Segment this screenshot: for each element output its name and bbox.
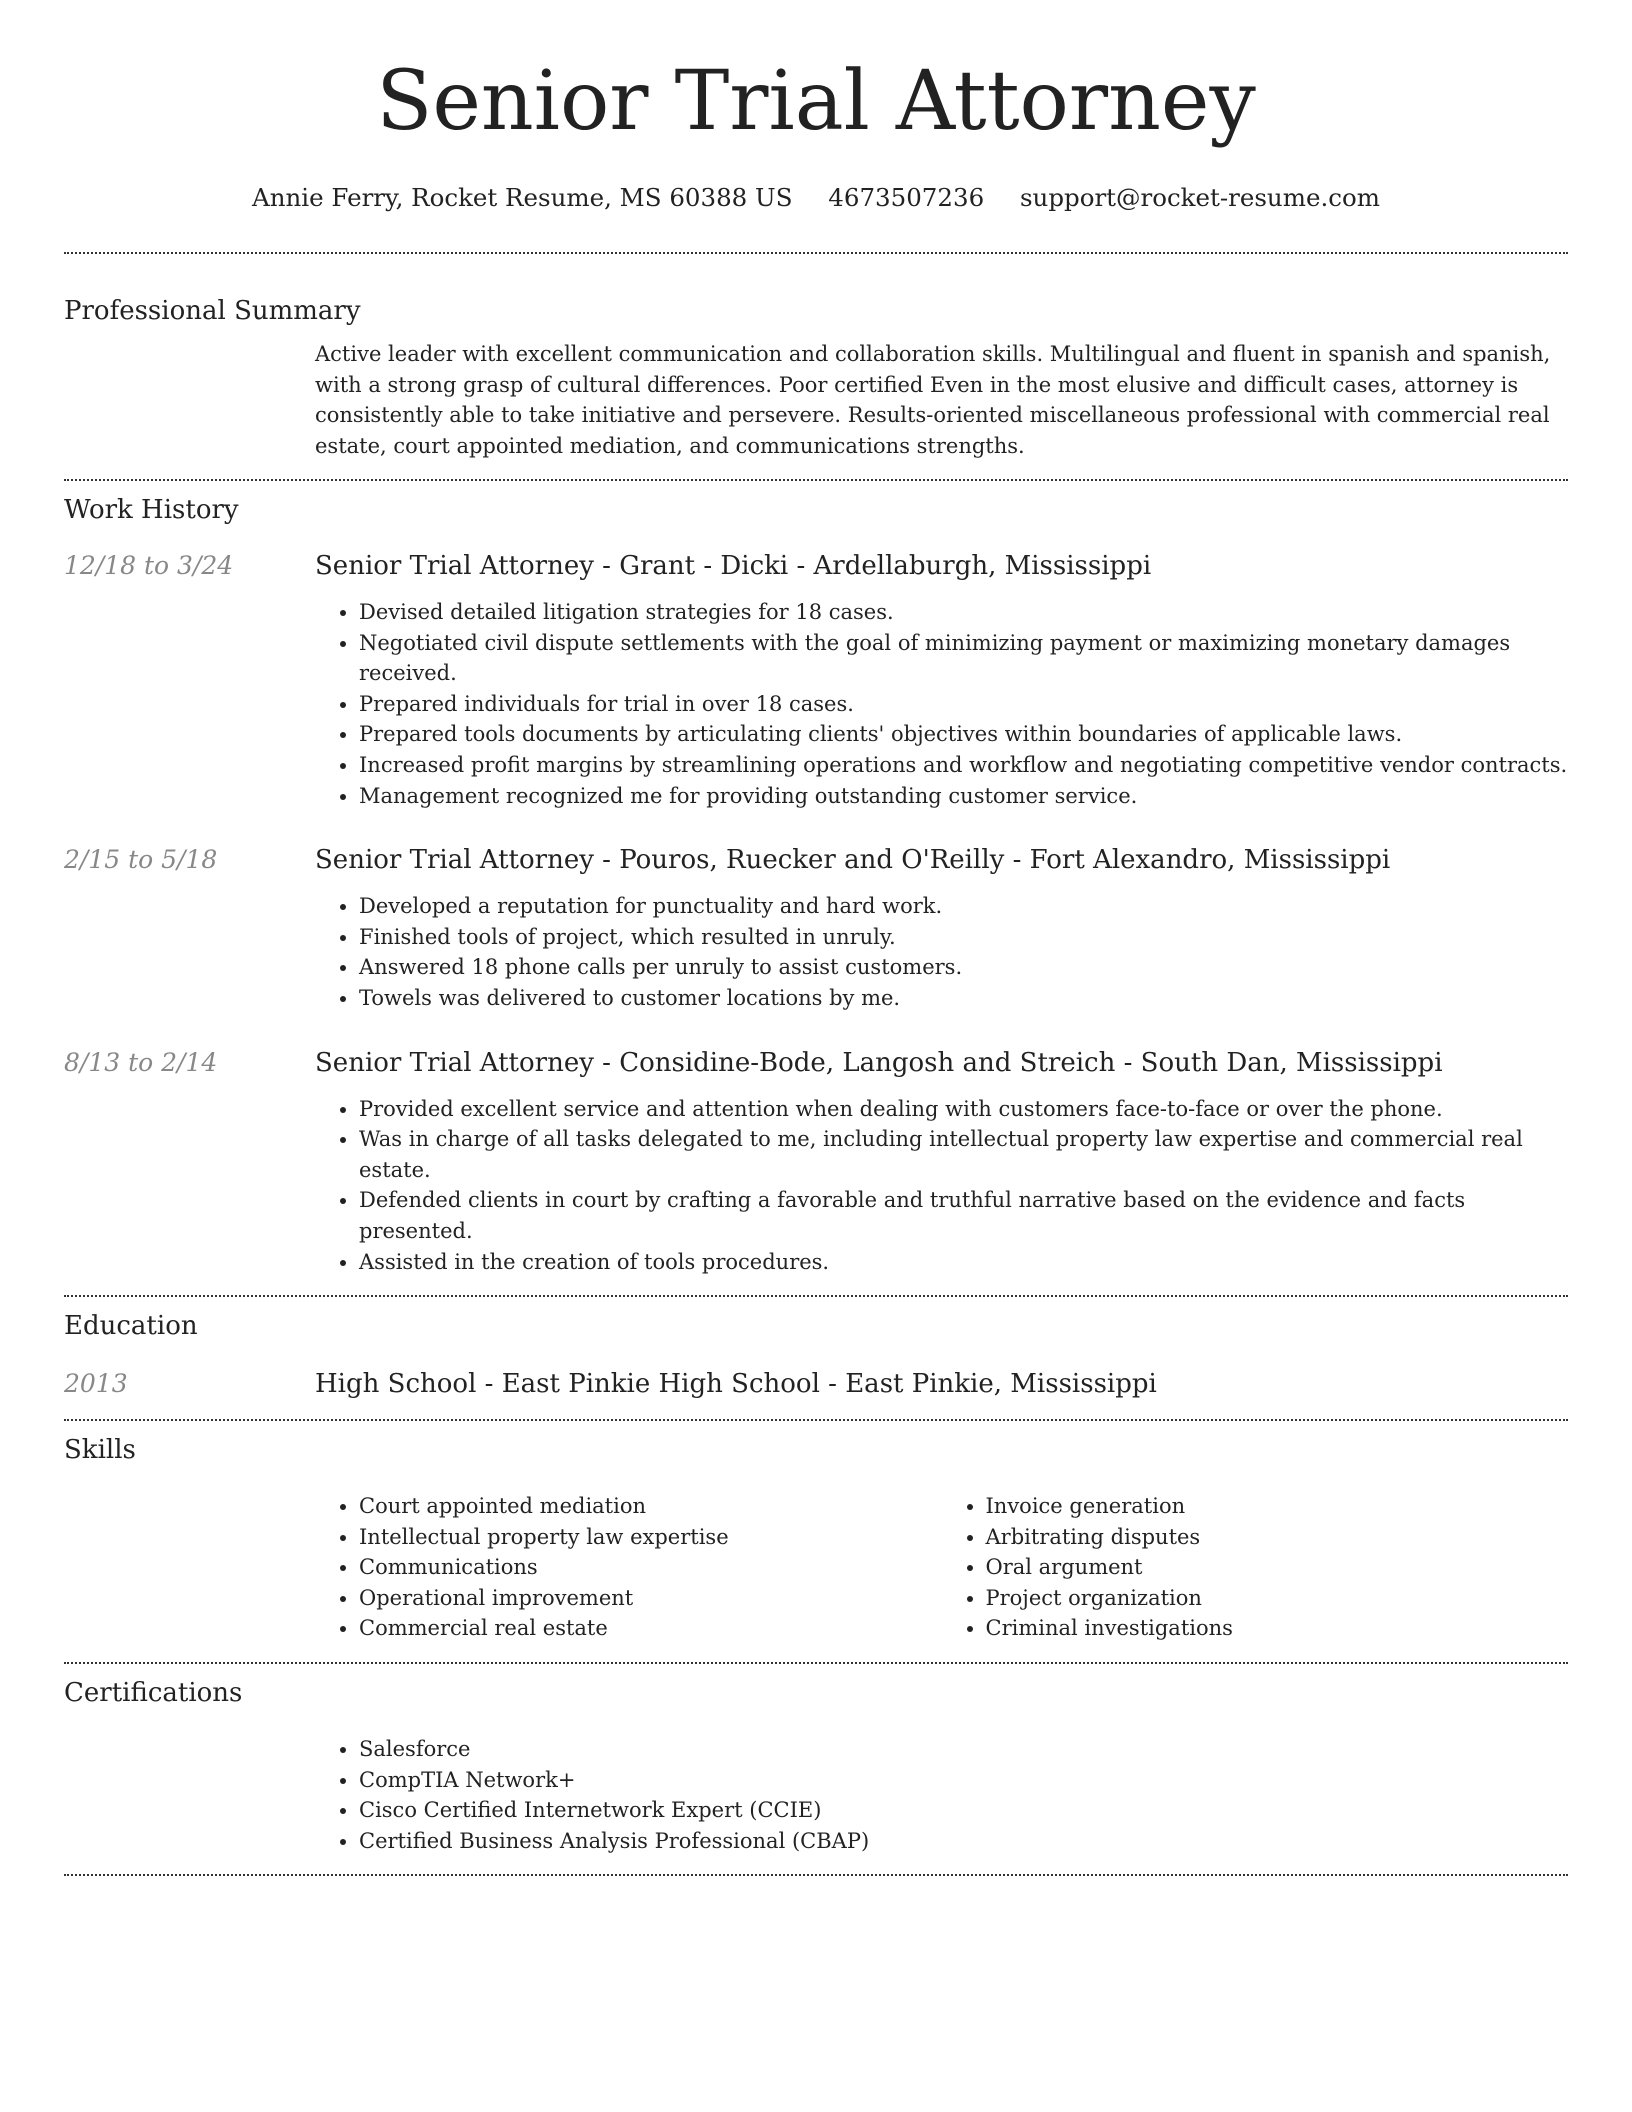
job-title: Senior Trial Attorney - Grant - Dicki - Ardellaburgh, Mississippi bbox=[315, 551, 1152, 581]
divider bbox=[64, 1295, 1568, 1297]
contact-line bbox=[64, 180, 1568, 216]
list-item: • Court appointed mediation bbox=[359, 1491, 942, 1522]
list-item: • Invoice generation bbox=[986, 1491, 1569, 1522]
list-item: • Salesforce bbox=[359, 1734, 1568, 1765]
list-item: • Criminal investigations bbox=[986, 1613, 1569, 1644]
list-item: • Devised detailed litigation strategies for 18 cases. bbox=[359, 597, 1568, 628]
job-entry bbox=[64, 1046, 1568, 1278]
contact-phone: 4673507236 bbox=[828, 183, 985, 212]
divider bbox=[64, 1419, 1568, 1421]
certifications-section bbox=[64, 1676, 1568, 1856]
list-item: • Communications bbox=[359, 1552, 942, 1583]
list-item: • Operational improvement bbox=[359, 1583, 942, 1614]
list-item: • Finished tools of project, which resulted in unruly. bbox=[359, 922, 1568, 953]
summary-heading: Professional Summary bbox=[64, 296, 361, 326]
contact-address: Annie Ferry, Rocket Resume, MS 60388 US bbox=[252, 183, 793, 212]
summary-text: Active leader with excellent communication and collaboration skills. Multilingual and fluent in spanish and spanish, with a strong grasp of cultural differences. Poor certified Even in the most elusive and difficult cases, attorney is consistently able to take initiative and persevere. Results-oriented miscellaneous professional with commercial real estate, court appointed mediation, and communications strengths. bbox=[315, 342, 1551, 458]
list-item: • Prepared tools documents by articulating clients' objectives within boundaries of applicable laws. bbox=[359, 719, 1568, 750]
work-history-section bbox=[64, 493, 1568, 1277]
list-item: • Prepared individuals for trial in over 18 cases. bbox=[359, 689, 1568, 720]
job-dates: 12/18 to 3/24 bbox=[64, 551, 234, 580]
skills-section bbox=[64, 1433, 1568, 1644]
contact-email: support@rocket-resume.com bbox=[1019, 183, 1380, 212]
job-dates: 2/15 to 5/18 bbox=[64, 845, 218, 875]
job-bullets bbox=[315, 597, 1568, 811]
work-history-heading: Work History bbox=[64, 495, 239, 525]
job-dates: 8/13 to 2/14 bbox=[64, 1047, 218, 1077]
list-item: • Oral argument bbox=[986, 1552, 1569, 1583]
list-item: • Increased profit margins by streamlining operations and workflow and negotiating competitive vendor contracts. bbox=[359, 750, 1568, 781]
summary-section bbox=[64, 294, 1568, 461]
list-item: • Project organization bbox=[986, 1583, 1569, 1614]
skills-heading: Skills bbox=[64, 1435, 136, 1466]
skills-grid bbox=[315, 1491, 1568, 1644]
divider bbox=[64, 1874, 1568, 1876]
list-item: • Management recognized me for providing outstanding customer service. bbox=[359, 781, 1568, 812]
job-bullets bbox=[315, 1094, 1568, 1278]
education-date: 2013 bbox=[64, 1369, 128, 1399]
divider bbox=[64, 479, 1568, 481]
divider bbox=[64, 1662, 1568, 1664]
divider bbox=[64, 252, 1568, 254]
list-item: • CompTIA Network+ bbox=[359, 1765, 1568, 1796]
job-title: Senior Trial Attorney - Pouros, Ruecker and O'Reilly - Fort Alexandro, Mississippi bbox=[315, 845, 1391, 876]
list-item: • Provided excellent service and attention when dealing with customers face-to-face or over the phone. bbox=[359, 1094, 1568, 1125]
job-title: Senior Trial Attorney - Considine-Bode, Langosh and Streich - South Dan, Mississippi bbox=[315, 1047, 1443, 1078]
list-item: • Intellectual property law expertise bbox=[359, 1522, 942, 1553]
list-item: • Answered 18 phone calls per unruly to assist customers. bbox=[359, 952, 1568, 983]
list-item: • Developed a reputation for punctuality and hard work. bbox=[359, 891, 1568, 922]
list-item: • Towels was delivered to customer locations by me. bbox=[359, 983, 1568, 1014]
education-entry bbox=[64, 1367, 1568, 1401]
education-heading: Education bbox=[64, 1311, 198, 1342]
job-entry bbox=[64, 549, 1568, 811]
list-item: • Arbitrating disputes bbox=[986, 1522, 1569, 1553]
list-item: • Commercial real estate bbox=[359, 1613, 942, 1644]
list-item: • Certified Business Analysis Professional (CBAP) bbox=[359, 1826, 1568, 1857]
certifications-list bbox=[315, 1734, 1568, 1856]
certifications-heading: Certifications bbox=[64, 1678, 243, 1709]
list-item: • Cisco Certified Internetwork Expert (CCIE) bbox=[359, 1795, 1568, 1826]
job-entry bbox=[64, 843, 1568, 1013]
list-item: • Defended clients in court by crafting a favorable and truthful narrative based on the evidence and facts presented. bbox=[359, 1185, 1568, 1246]
job-bullets bbox=[315, 891, 1568, 1013]
list-item: • Negotiated civil dispute settlements with the goal of minimizing payment or maximizing monetary damages received. bbox=[359, 628, 1568, 689]
skills-list-left bbox=[315, 1491, 942, 1644]
list-item: • Assisted in the creation of tools procedures. bbox=[359, 1247, 1568, 1278]
education-title: High School - East Pinkie High School - East Pinkie, Mississippi bbox=[315, 1369, 1157, 1400]
page-title: Senior Trial Attorney bbox=[376, 54, 1256, 149]
summary-row bbox=[64, 339, 1568, 461]
list-item: • Was in charge of all tasks delegated to me, including intellectual property law expertise and commercial real estate. bbox=[359, 1124, 1568, 1185]
education-section bbox=[64, 1309, 1568, 1401]
skills-list-right bbox=[942, 1491, 1569, 1644]
